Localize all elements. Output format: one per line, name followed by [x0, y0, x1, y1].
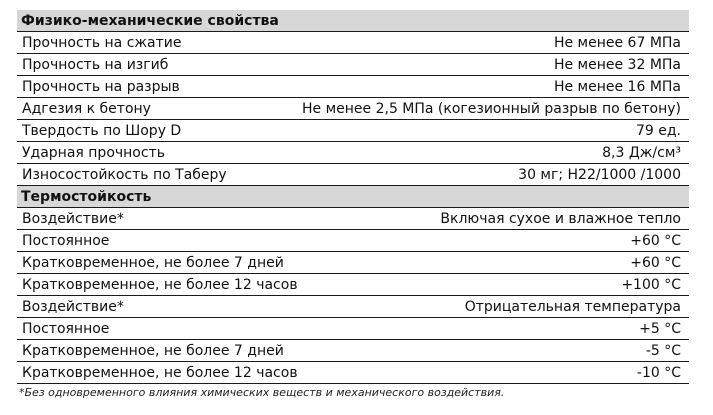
property-label: Кратковременное, не более 12 часов	[22, 277, 298, 293]
property-label: Ударная прочность	[22, 145, 165, 161]
table-row	[17, 208, 689, 230]
property-value: Включая сухое и влажное тепло	[440, 211, 681, 227]
property-value: -5 °C	[645, 343, 681, 359]
section-title: Термостойкость	[21, 189, 152, 205]
table-row	[17, 54, 689, 76]
property-value: +100 °C	[621, 277, 681, 293]
property-value: Не менее 2,5 МПа (когезионный разрыв по бетону)	[301, 101, 681, 117]
section-title: Физико-механические свойства	[21, 13, 279, 29]
property-label: Прочность на разрыв	[22, 79, 180, 95]
section-header-thermal	[17, 186, 689, 208]
footnote: *Без одновременного влияния химических веществ и механического воздействия.	[19, 386, 505, 399]
property-label: Прочность на изгиб	[22, 57, 169, 73]
property-value: +60 °C	[630, 233, 681, 249]
property-value: 30 мг; H22/1000 /1000	[518, 167, 681, 183]
property-label: Постоянное	[22, 233, 110, 249]
property-value: Не менее 32 МПа	[553, 57, 681, 73]
table-row	[17, 274, 689, 296]
section-header-physical	[17, 10, 689, 32]
properties-table	[17, 10, 689, 384]
table-row	[17, 252, 689, 274]
property-value: Не менее 16 МПа	[553, 79, 681, 95]
table-row	[17, 296, 689, 318]
property-value: Не менее 67 МПа	[553, 35, 681, 51]
property-value: Отрицательная температура	[464, 299, 681, 315]
table-row	[17, 120, 689, 142]
table-row	[17, 98, 689, 120]
table-row	[17, 362, 689, 384]
table-row	[17, 318, 689, 340]
property-label: Прочность на сжатие	[22, 35, 182, 51]
property-label: Износостойкость по Таберу	[22, 167, 227, 183]
property-label: Кратковременное, не более 12 часов	[22, 365, 298, 381]
property-label: Твердость по Шору D	[22, 123, 182, 139]
table-row	[17, 230, 689, 252]
table-row	[17, 164, 689, 186]
table-row	[17, 76, 689, 98]
property-label: Кратковременное, не более 7 дней	[22, 255, 284, 271]
property-value: 79 ед.	[635, 123, 681, 139]
property-label: Воздействие*	[22, 211, 124, 227]
property-value: 8,3 Дж/см³	[602, 145, 681, 161]
property-label: Постоянное	[22, 321, 110, 337]
property-value: +60 °C	[630, 255, 681, 271]
property-label: Адгезия к бетону	[22, 101, 151, 117]
property-label: Воздействие*	[22, 299, 124, 315]
property-value: -10 °C	[636, 365, 681, 381]
property-value: +5 °C	[639, 321, 681, 337]
table-row	[17, 142, 689, 164]
table-row	[17, 32, 689, 54]
table-row	[17, 340, 689, 362]
property-label: Кратковременное, не более 7 дней	[22, 343, 284, 359]
